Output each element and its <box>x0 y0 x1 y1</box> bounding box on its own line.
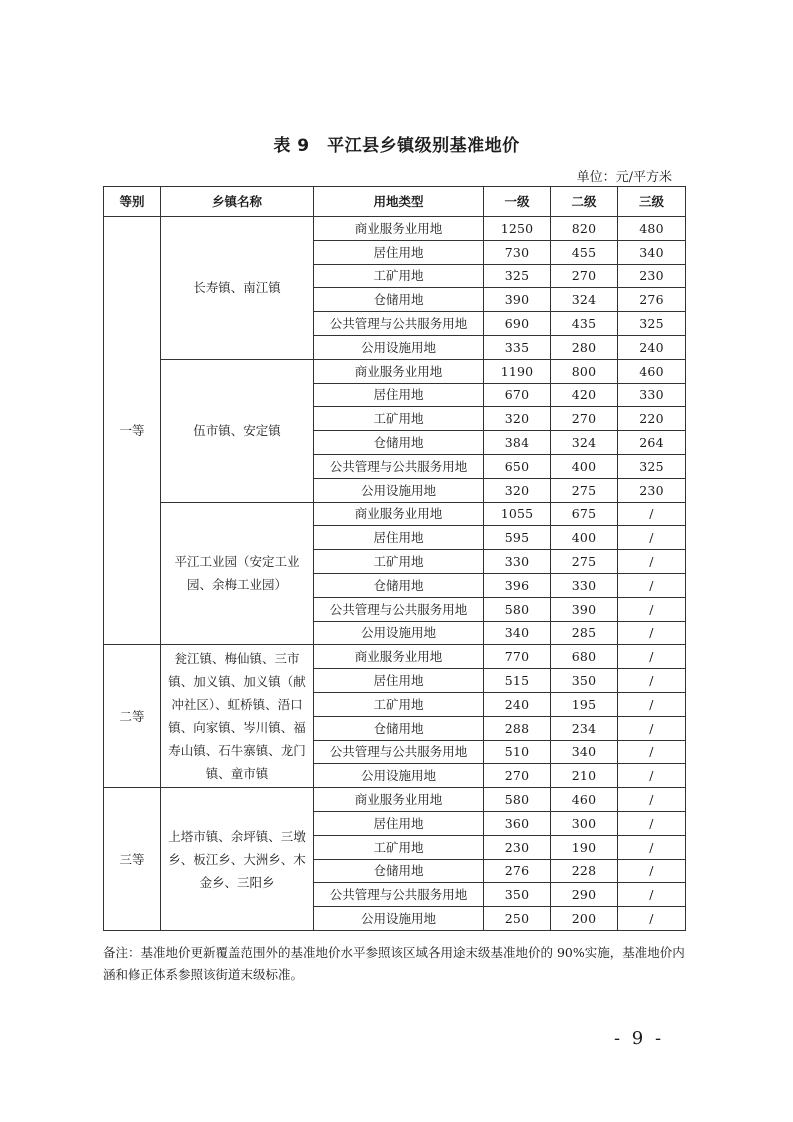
land-type-cell: 仓储用地 <box>314 859 484 883</box>
land-type-cell: 仓储用地 <box>314 288 484 312</box>
level-2-price-cell: 275 <box>551 550 618 574</box>
level-2-price-cell: 820 <box>551 217 618 241</box>
level-1-price-cell: 330 <box>484 550 551 574</box>
level-3-price-cell: / <box>618 502 686 526</box>
land-type-cell: 工矿用地 <box>314 550 484 574</box>
level-1-price-cell: 670 <box>484 383 551 407</box>
level-2-price-cell: 195 <box>551 692 618 716</box>
land-type-cell: 商业服务业用地 <box>314 502 484 526</box>
level-1-price-cell: 396 <box>484 573 551 597</box>
level-1-price-cell: 580 <box>484 597 551 621</box>
level-1-price-cell: 250 <box>484 907 551 931</box>
town-name-cell: 上塔市镇、余坪镇、三墩乡、板江乡、大洲乡、木金乡、三阳乡 <box>161 788 314 931</box>
land-type-cell: 公共管理与公共服务用地 <box>314 740 484 764</box>
level-1-price-cell: 335 <box>484 335 551 359</box>
land-type-cell: 公用设施用地 <box>314 478 484 502</box>
level-3-price-cell: 340 <box>618 240 686 264</box>
land-type-cell: 商业服务业用地 <box>314 217 484 241</box>
level-1-price-cell: 320 <box>484 478 551 502</box>
land-type-cell: 工矿用地 <box>314 835 484 859</box>
level-3-price-cell: / <box>618 550 686 574</box>
level-3-price-cell: / <box>618 716 686 740</box>
level-3-price-cell: 330 <box>618 383 686 407</box>
page-number: - 9 - <box>614 1028 665 1049</box>
level-3-price-cell: 480 <box>618 217 686 241</box>
table-row <box>104 217 686 241</box>
level-3-price-cell: / <box>618 692 686 716</box>
land-type-cell: 商业服务业用地 <box>314 359 484 383</box>
level-3-price-cell: / <box>618 907 686 931</box>
unit-label: 单位：元/平方米 <box>576 170 672 185</box>
land-type-cell: 工矿用地 <box>314 407 484 431</box>
town-name-cell: 平江工业园（安定工业园、余梅工业园） <box>161 502 314 645</box>
land-type-cell: 工矿用地 <box>314 692 484 716</box>
land-type-cell: 公用设施用地 <box>314 335 484 359</box>
level-1-price-cell: 595 <box>484 526 551 550</box>
level-1-price-cell: 510 <box>484 740 551 764</box>
level-1-price-cell: 325 <box>484 264 551 288</box>
level-2-price-cell: 324 <box>551 431 618 455</box>
level-2-price-cell: 455 <box>551 240 618 264</box>
level-1-price-cell: 1190 <box>484 359 551 383</box>
town-name-cell: 长寿镇、南江镇 <box>161 217 314 360</box>
level-2-price-cell: 190 <box>551 835 618 859</box>
level-2-price-cell: 210 <box>551 764 618 788</box>
land-type-cell: 商业服务业用地 <box>314 788 484 812</box>
grade-cell: 三等 <box>104 788 161 931</box>
level-1-price-cell: 276 <box>484 859 551 883</box>
level-2-price-cell: 270 <box>551 407 618 431</box>
town-name-cell: 瓮江镇、梅仙镇、三市镇、加义镇、加义镇（献冲社区）、虹桥镇、浯口镇、向家镇、岑川镇、福寿山镇、石牛寨镇、龙门镇、童市镇 <box>161 645 314 788</box>
level-3-price-cell: / <box>618 835 686 859</box>
level-1-price-cell: 320 <box>484 407 551 431</box>
level-3-price-cell: 460 <box>618 359 686 383</box>
level-2-price-cell: 228 <box>551 859 618 883</box>
footnote: 备注：基准地价更新覆盖范围外的基准地价水平参照该区域各用途末级基准地价的 90%实施，基准地价内涵和修正体系参照该街道末级标准。 <box>103 945 685 982</box>
level-3-price-cell: 325 <box>618 454 686 478</box>
level-3-price-cell: 230 <box>618 264 686 288</box>
land-type-cell: 公共管理与公共服务用地 <box>314 883 484 907</box>
level-1-price-cell: 770 <box>484 645 551 669</box>
level-2-price-cell: 400 <box>551 454 618 478</box>
land-type-cell: 居住用地 <box>314 383 484 407</box>
land-type-cell: 居住用地 <box>314 526 484 550</box>
level-2-price-cell: 290 <box>551 883 618 907</box>
level-1-price-cell: 1055 <box>484 502 551 526</box>
level-3-price-cell: 264 <box>618 431 686 455</box>
table-row <box>104 645 686 669</box>
level-1-price-cell: 650 <box>484 454 551 478</box>
header-town: 乡镇名称 <box>161 187 314 217</box>
level-3-price-cell: / <box>618 597 686 621</box>
level-1-price-cell: 288 <box>484 716 551 740</box>
level-3-price-cell: / <box>618 811 686 835</box>
land-type-cell: 仓储用地 <box>314 716 484 740</box>
level-2-price-cell: 680 <box>551 645 618 669</box>
land-type-cell: 居住用地 <box>314 811 484 835</box>
level-3-price-cell: / <box>618 621 686 645</box>
grade-cell: 二等 <box>104 645 161 788</box>
header-level-1: 一级 <box>484 187 551 217</box>
level-2-price-cell: 350 <box>551 669 618 693</box>
level-2-price-cell: 234 <box>551 716 618 740</box>
land-type-cell: 居住用地 <box>314 240 484 264</box>
level-3-price-cell: / <box>618 573 686 597</box>
level-2-price-cell: 270 <box>551 264 618 288</box>
level-3-price-cell: / <box>618 526 686 550</box>
level-2-price-cell: 280 <box>551 335 618 359</box>
table-row <box>104 359 686 383</box>
land-type-cell: 公用设施用地 <box>314 764 484 788</box>
level-1-price-cell: 690 <box>484 312 551 336</box>
level-2-price-cell: 420 <box>551 383 618 407</box>
level-1-price-cell: 270 <box>484 764 551 788</box>
land-type-cell: 公共管理与公共服务用地 <box>314 454 484 478</box>
level-3-price-cell: / <box>618 883 686 907</box>
level-2-price-cell: 800 <box>551 359 618 383</box>
land-type-cell: 公共管理与公共服务用地 <box>314 597 484 621</box>
level-2-price-cell: 330 <box>551 573 618 597</box>
header-row <box>104 187 686 217</box>
level-2-price-cell: 285 <box>551 621 618 645</box>
table-header <box>104 187 686 217</box>
land-type-cell: 居住用地 <box>314 669 484 693</box>
level-1-price-cell: 240 <box>484 692 551 716</box>
level-3-price-cell: 230 <box>618 478 686 502</box>
level-3-price-cell: / <box>618 740 686 764</box>
level-2-price-cell: 435 <box>551 312 618 336</box>
level-2-price-cell: 390 <box>551 597 618 621</box>
level-3-price-cell: 240 <box>618 335 686 359</box>
level-2-price-cell: 324 <box>551 288 618 312</box>
level-1-price-cell: 230 <box>484 835 551 859</box>
level-3-price-cell: 220 <box>618 407 686 431</box>
table-row <box>104 502 686 526</box>
table-row <box>104 788 686 812</box>
level-3-price-cell: / <box>618 788 686 812</box>
level-1-price-cell: 390 <box>484 288 551 312</box>
land-type-cell: 仓储用地 <box>314 573 484 597</box>
town-name-cell: 伍市镇、安定镇 <box>161 359 314 502</box>
land-type-cell: 工矿用地 <box>314 264 484 288</box>
land-type-cell: 公用设施用地 <box>314 907 484 931</box>
level-1-price-cell: 360 <box>484 811 551 835</box>
level-3-price-cell: / <box>618 669 686 693</box>
level-2-price-cell: 200 <box>551 907 618 931</box>
level-2-price-cell: 675 <box>551 502 618 526</box>
level-2-price-cell: 340 <box>551 740 618 764</box>
level-3-price-cell: / <box>618 645 686 669</box>
header-level-2: 二级 <box>551 187 618 217</box>
level-2-price-cell: 300 <box>551 811 618 835</box>
level-1-price-cell: 340 <box>484 621 551 645</box>
level-2-price-cell: 400 <box>551 526 618 550</box>
table-body <box>104 217 686 931</box>
level-3-price-cell: 325 <box>618 312 686 336</box>
land-type-cell: 公用设施用地 <box>314 621 484 645</box>
grade-cell: 一等 <box>104 217 161 645</box>
level-2-price-cell: 275 <box>551 478 618 502</box>
level-1-price-cell: 515 <box>484 669 551 693</box>
level-1-price-cell: 730 <box>484 240 551 264</box>
level-2-price-cell: 460 <box>551 788 618 812</box>
land-type-cell: 商业服务业用地 <box>314 645 484 669</box>
land-price-table <box>103 186 686 931</box>
header-land-type: 用地类型 <box>314 187 484 217</box>
level-1-price-cell: 350 <box>484 883 551 907</box>
land-type-cell: 公共管理与公共服务用地 <box>314 312 484 336</box>
header-level-3: 三级 <box>618 187 686 217</box>
level-1-price-cell: 580 <box>484 788 551 812</box>
level-3-price-cell: / <box>618 764 686 788</box>
land-type-cell: 仓储用地 <box>314 431 484 455</box>
level-1-price-cell: 1250 <box>484 217 551 241</box>
level-3-price-cell: / <box>618 859 686 883</box>
level-3-price-cell: 276 <box>618 288 686 312</box>
header-grade: 等别 <box>104 187 161 217</box>
table-title: 表 9 平江县乡镇级别基准地价 <box>273 136 520 156</box>
level-1-price-cell: 384 <box>484 431 551 455</box>
